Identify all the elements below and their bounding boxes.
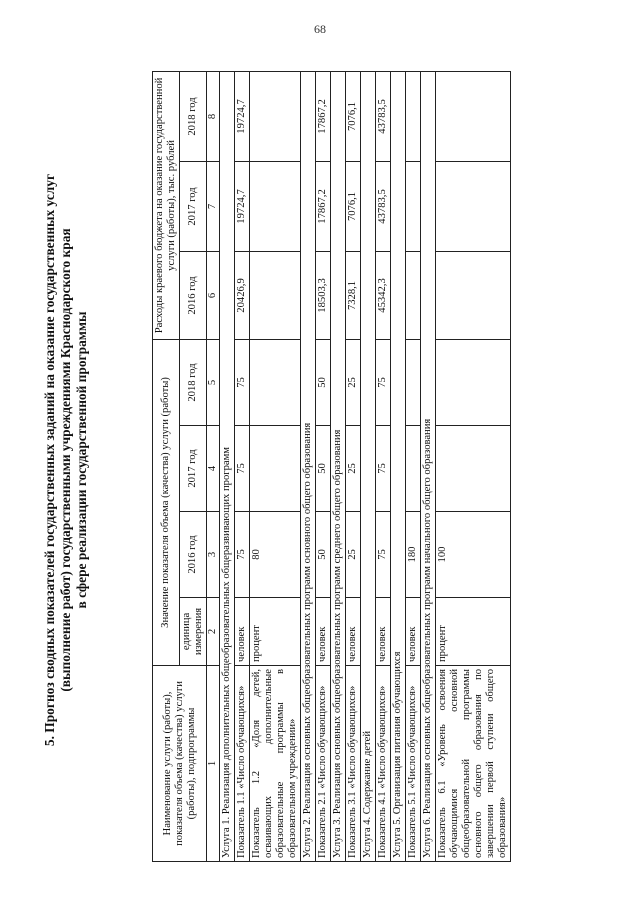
header-volume-2017: 2017 год	[180, 426, 207, 512]
section-title: Услуга 2. Реализация основных общеобразовательных программ основного общего образования	[301, 71, 316, 861]
budget-2016-value	[406, 251, 421, 339]
volume-2017-value	[436, 426, 511, 512]
column-number: 7	[207, 161, 220, 251]
indicator-row	[235, 71, 250, 861]
forecast-table	[152, 71, 511, 862]
header-volume-2018: 2018 год	[180, 339, 207, 425]
section-row	[361, 71, 376, 861]
indicator-name: Показатель 2.1 «Число обучающихся»	[316, 666, 331, 862]
header-volume-2016: 2016 год	[180, 512, 207, 598]
indicator-unit: человек	[376, 598, 391, 666]
heading-line-2: (выполнение работ) государственными учреждениями Краснодарского края	[58, 228, 73, 692]
budget-2018-value: 43783,5	[376, 71, 391, 161]
section-title: Услуга 4. Содержание детей	[361, 71, 376, 861]
volume-2017-value: 75	[376, 426, 391, 512]
section-row	[421, 71, 436, 861]
indicator-name: Показатель 3.1 «Число обучающихся»	[346, 666, 361, 862]
indicator-name: Показатель 1.1 «Число обучающихся»	[235, 666, 250, 862]
budget-2017-value	[436, 161, 511, 251]
column-number-row	[207, 71, 220, 861]
header-budget-2016: 2016 год	[180, 251, 207, 339]
heading-line-1: 5. Прогноз сводных показателей государственных заданий на оказание государственных услуг	[42, 173, 57, 747]
volume-2018-value: 75	[376, 339, 391, 425]
volume-2016-value: 50	[316, 512, 331, 598]
budget-2017-value: 17867,2	[316, 161, 331, 251]
volume-2017-value: 50	[316, 426, 331, 512]
section-title: Услуга 6. Реализация основных общеобразовательных программ начального общего образования	[421, 71, 436, 861]
budget-2018-value	[406, 71, 421, 161]
volume-2016-value: 75	[376, 512, 391, 598]
section-title: Услуга 1. Реализация дополнительных общеобразовательных общеразвивающих программ	[220, 71, 235, 861]
budget-2017-value	[250, 161, 301, 251]
budget-2016-value	[250, 251, 301, 339]
header-budget-2017: 2017 год	[180, 161, 207, 251]
indicator-row	[376, 71, 391, 861]
volume-2016-value: 75	[235, 512, 250, 598]
budget-2016-value: 20426,9	[235, 251, 250, 339]
section-row	[331, 71, 346, 861]
indicator-name: Показатель 4.1 «Число обучающихся»	[376, 666, 391, 862]
volume-2016-value: 80	[250, 512, 301, 598]
column-number: 6	[207, 251, 220, 339]
volume-2018-value: 25	[346, 339, 361, 425]
rotated-page-content	[40, 50, 610, 870]
volume-2017-value	[406, 426, 421, 512]
section-row	[220, 71, 235, 861]
header-budget-2018: 2018 год	[180, 71, 207, 161]
indicator-row	[436, 71, 511, 861]
volume-2018-value	[250, 339, 301, 425]
budget-2016-value: 45342,3	[376, 251, 391, 339]
column-number: 2	[207, 598, 220, 666]
table-body	[220, 71, 511, 861]
indicator-unit: процент	[436, 598, 511, 666]
volume-2018-value	[406, 339, 421, 425]
column-number: 8	[207, 71, 220, 161]
budget-2018-value: 17867,2	[316, 71, 331, 161]
budget-2017-value: 43783,5	[376, 161, 391, 251]
header-unit: единица измерения	[180, 598, 207, 666]
budget-2018-value: 7076,1	[346, 71, 361, 161]
budget-2018-value	[436, 71, 511, 161]
volume-2017-value: 75	[235, 426, 250, 512]
budget-2017-value: 19724,7	[235, 161, 250, 251]
volume-2018-value	[436, 339, 511, 425]
page-number: 68	[314, 22, 326, 36]
indicator-unit: человек	[316, 598, 331, 666]
volume-2016-value: 25	[346, 512, 361, 598]
column-number: 5	[207, 339, 220, 425]
header-budget-group: Расходы краевого бюджета на оказание государственной услуги (работы), тыс. рублей	[153, 71, 180, 339]
header-volume-group: Значение показателя объема (качества) услуги (работы)	[153, 339, 180, 665]
indicator-unit: человек	[235, 598, 250, 666]
indicator-row	[250, 71, 301, 861]
indicator-name: Показатель 1.2 «Доля детей, осваивающих дополнительные образовательные программы в образовательном учреждении»	[250, 666, 301, 862]
column-number: 4	[207, 426, 220, 512]
indicator-unit: процент	[250, 598, 301, 666]
budget-2018-value	[250, 71, 301, 161]
budget-2016-value: 7328,1	[346, 251, 361, 339]
document-heading	[40, 50, 90, 870]
indicator-row	[346, 71, 361, 861]
budget-2017-value: 7076,1	[346, 161, 361, 251]
indicator-row	[406, 71, 421, 861]
budget-2016-value	[436, 251, 511, 339]
column-number: 3	[207, 512, 220, 598]
budget-2017-value	[406, 161, 421, 251]
indicator-name: Показатель 6.1 «Уровень освоения обучающимися основной общеобразовательной программы основного общего образования по завершении первой ступени общего образования»	[436, 666, 511, 862]
header-name: Наименование услуги (работы), показателя объема (качества) услуги (работы), подпрограммы	[153, 666, 207, 862]
indicator-name: Показатель 5.1 «Число обучающихся»	[406, 666, 421, 862]
volume-2017-value: 25	[346, 426, 361, 512]
budget-2016-value: 18503,3	[316, 251, 331, 339]
volume-2016-value: 100	[436, 512, 511, 598]
volume-2018-value: 50	[316, 339, 331, 425]
header-row-1	[153, 71, 180, 861]
section-row	[391, 71, 406, 861]
section-row	[301, 71, 316, 861]
indicator-unit: человек	[406, 598, 421, 666]
volume-2017-value	[250, 426, 301, 512]
volume-2018-value: 75	[235, 339, 250, 425]
volume-2016-value: 180	[406, 512, 421, 598]
heading-line-3: в сфере реализации государственной программы	[74, 311, 89, 609]
section-title: Услуга 5. Организация питания обучающихся	[391, 71, 406, 861]
indicator-unit: человек	[346, 598, 361, 666]
budget-2018-value: 19724,7	[235, 71, 250, 161]
column-number: 1	[207, 666, 220, 862]
indicator-row	[316, 71, 331, 861]
section-title: Услуга 3. Реализация основных общеобразовательных программ среднего общего образования	[331, 71, 346, 861]
